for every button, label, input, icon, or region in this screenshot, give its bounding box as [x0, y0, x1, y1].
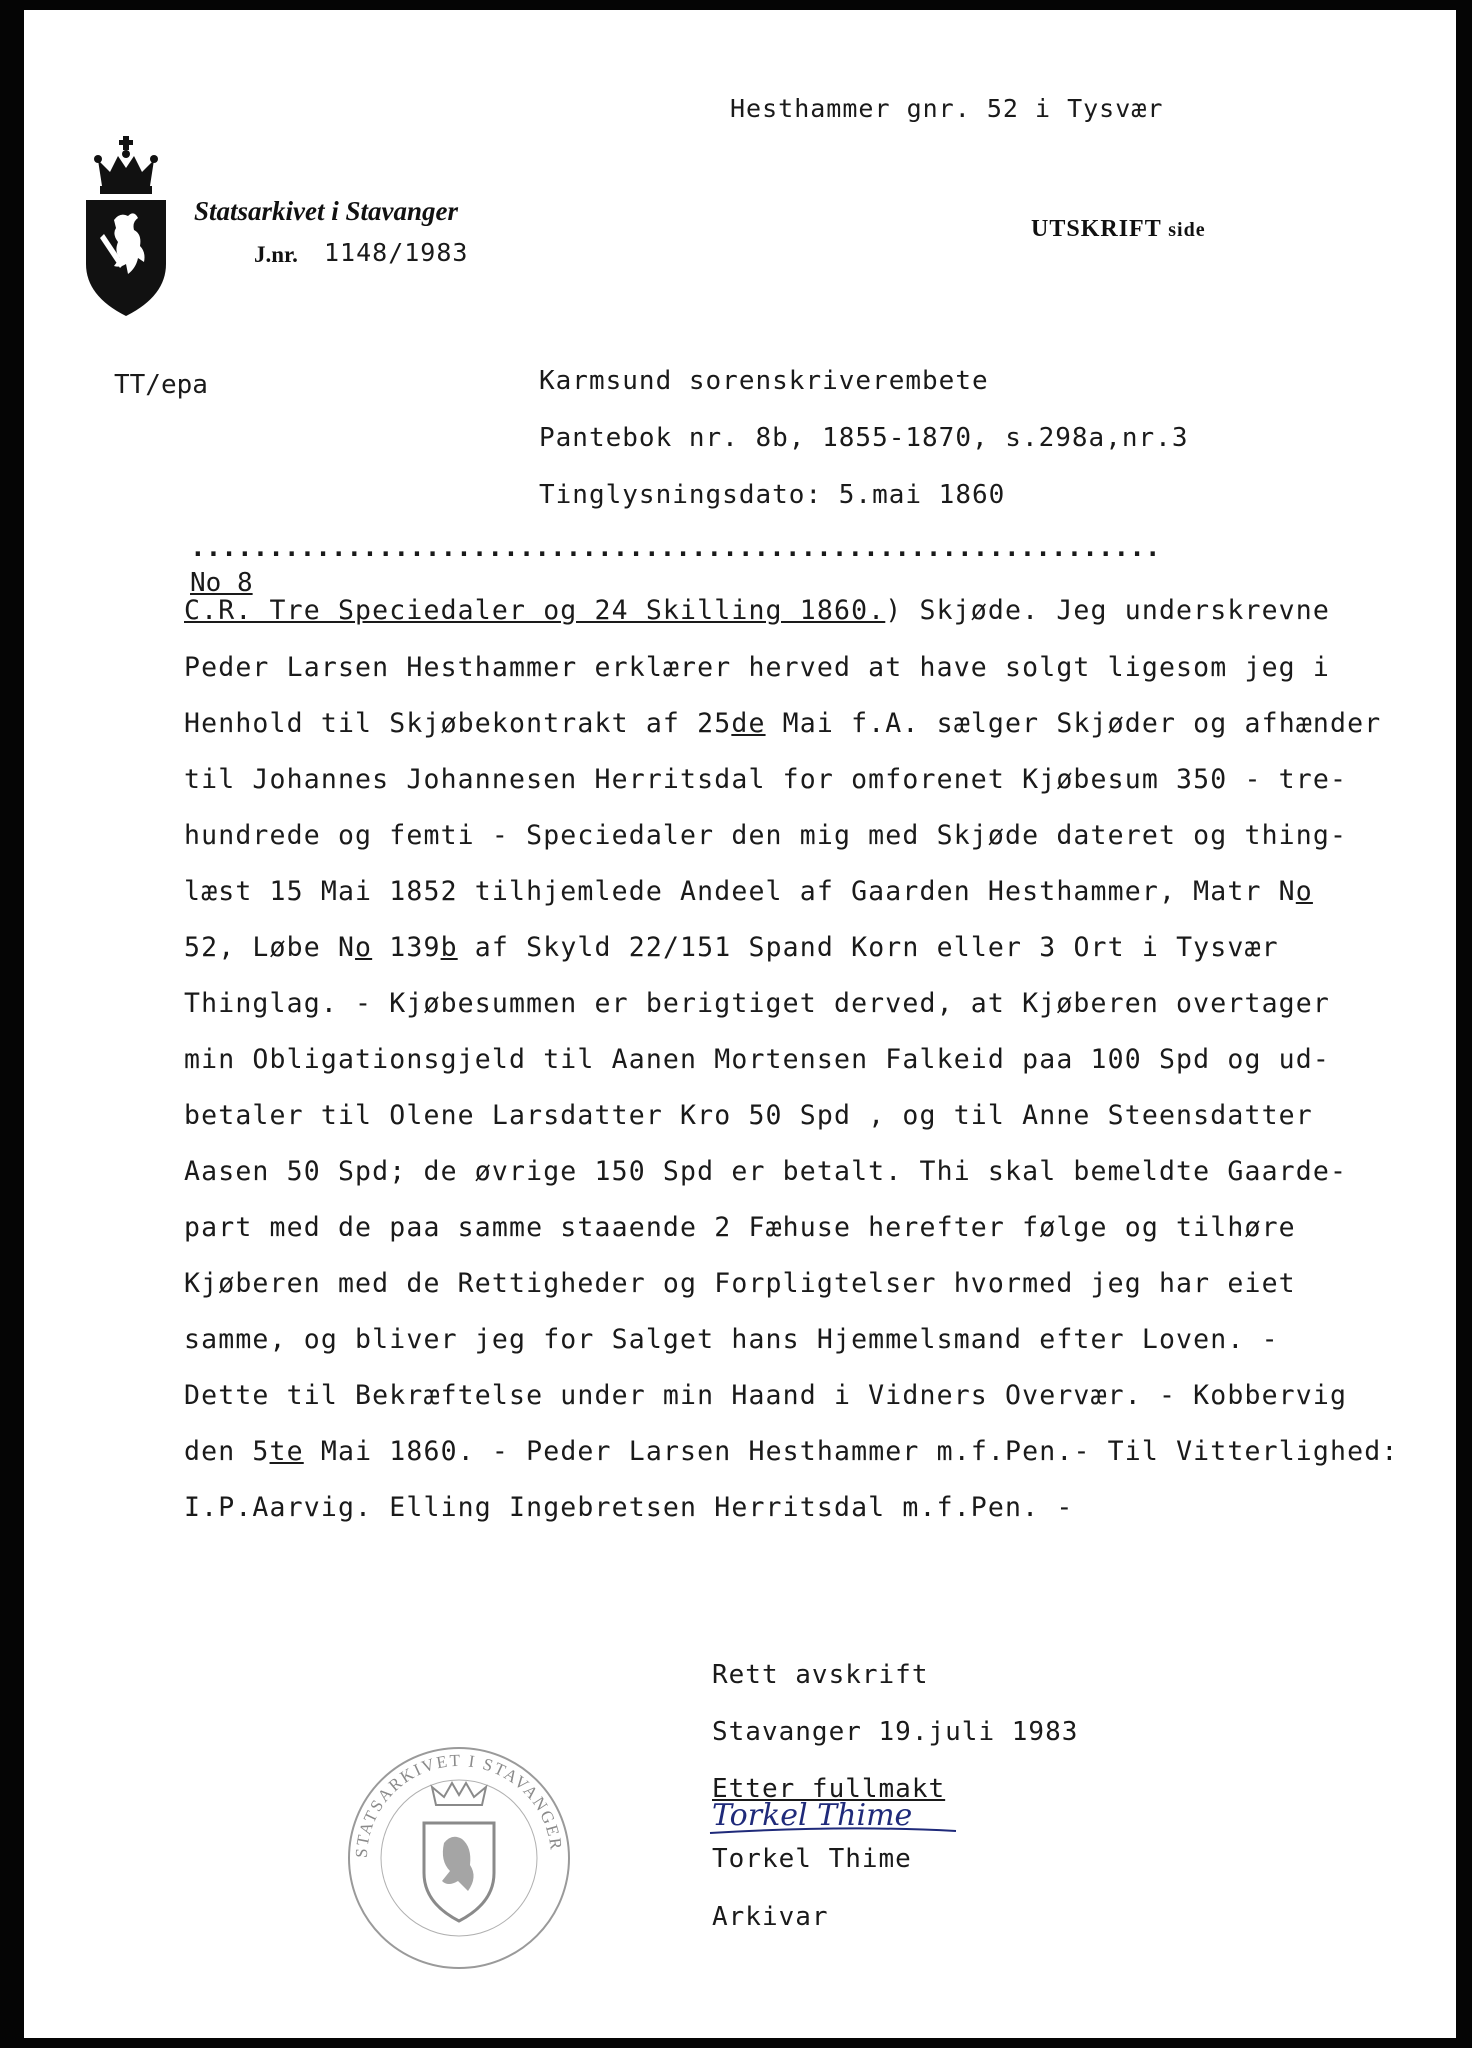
body-text: Mai 1860. - Peder Larsen Hesthammer m.f.Pen.- Til Vitterlighed: [303, 1436, 1399, 1467]
body-line: hundrede og femti - Speciedaler den mig med Skjøde dateret og thing- [184, 820, 1348, 851]
body-text: Mai f.A. sælger Skjøder og afhænder [765, 708, 1382, 739]
signature [706, 1785, 996, 1845]
body-line: Dette til Bekræftelse under min Haand i Vidners Overvær. - Kobbervig [184, 1380, 1348, 1411]
signatory-name: Torkel Thime [712, 1844, 912, 1874]
body-line: Peder Larsen Hesthammer erklærer herved at have solgt ligesom jeg i [184, 652, 1330, 683]
body-line: betaler til Olene Larsdatter Kro 50 Spd , og til Anne Steensdatter [184, 1100, 1313, 1131]
fee-text: C.R. Tre Speciedaler og 24 Skilling 1860. [184, 595, 886, 626]
certified-copy-label: Rett avskrift [712, 1660, 929, 1690]
body-text: ) Skjøde. Jeg underskrevne [885, 595, 1330, 626]
initials: TT/epa [114, 370, 208, 400]
body-text: 139 [372, 932, 441, 963]
body-line [184, 708, 1381, 739]
superscript-text: o [355, 932, 373, 963]
body-line [184, 595, 1330, 626]
tinglysning-line: Tinglysningsdato: 5.mai 1860 [539, 480, 1006, 510]
archive-name: Statsarkivet i Stavanger [194, 196, 459, 226]
utskrift-side: side [1168, 219, 1206, 241]
dotted-separator: .............................................................. [190, 533, 1161, 563]
authority-line: Etter fullmakt [712, 1774, 946, 1804]
body-line: til Johannes Johannesen Herritsdal for omforenet Kjøbesum 350 - tre- [184, 764, 1348, 795]
entry-number: No 8 [190, 568, 253, 598]
body-text: den 5 [184, 1436, 270, 1467]
body-line: Kjøberen med de Rettigheder og Forpligtelser hvormed jeg har eiet [184, 1268, 1296, 1299]
superscript-text: o [1295, 876, 1313, 907]
signature-text: Torkel Thime [712, 1798, 913, 1833]
superscript-text: b [440, 932, 458, 963]
body-line: Aasen 50 Spd; de øvrige 150 Spd er betalt. Thi skal bemeldte Gaarde- [184, 1156, 1348, 1187]
body-line: part med de paa samme staaende 2 Fæhuse herefter følge og tilhøre [184, 1212, 1296, 1243]
superscript-text: te [269, 1436, 304, 1467]
utskrift-heading [1031, 216, 1206, 243]
coat-of-arms-icon [80, 134, 172, 318]
body-text: af Skyld 22/151 Spand Korn eller 3 Ort i Tysvær [457, 932, 1279, 963]
signatory-title: Arkivar [712, 1902, 829, 1932]
body-line: min Obligationsgjeld til Aanen Mortensen Falkeid paa 100 Spd og ud- [184, 1044, 1330, 1075]
body-line [184, 876, 1313, 907]
body-text: læst 15 Mai 1852 tilhjemlede Andeel af Gaarden Hesthammer, Matr N [184, 876, 1296, 907]
journal-number: 1148/1983 [324, 238, 469, 267]
body-line: samme, og bliver jeg for Salget hans Hjemmelsmand efter Loven. - [184, 1324, 1279, 1355]
body-line [184, 932, 1279, 963]
pantebok-line: Pantebok nr. 8b, 1855-1870, s.298a,nr.3 [539, 423, 1189, 453]
farm-reference: Hesthammer gnr. 52 i Tysvær [730, 94, 1164, 123]
office-line: Karmsund sorenskriverembete [539, 366, 989, 396]
document-page [24, 10, 1456, 2038]
body-line: Thinglag. - Kjøbesummen er berigtiget derved, at Kjøberen overtager [184, 988, 1330, 1019]
journal-number-label: J.nr. [254, 242, 298, 267]
official-seal-icon [344, 1743, 574, 1973]
superscript-text: de [731, 708, 766, 739]
seal-text: STATSARKIVET I STAVANGER [351, 1750, 566, 1859]
body-line: I.P.Aarvig. Elling Ingebretsen Herritsdal m.f.Pen. - [184, 1492, 1074, 1523]
place-date: Stavanger 19.juli 1983 [712, 1717, 1079, 1747]
utskrift-label: UTSKRIFT [1031, 216, 1162, 242]
body-text: 52, Løbe N [184, 932, 356, 963]
body-line [184, 1436, 1398, 1467]
body-text: Henhold til Skjøbekontrakt af 25 [184, 708, 732, 739]
